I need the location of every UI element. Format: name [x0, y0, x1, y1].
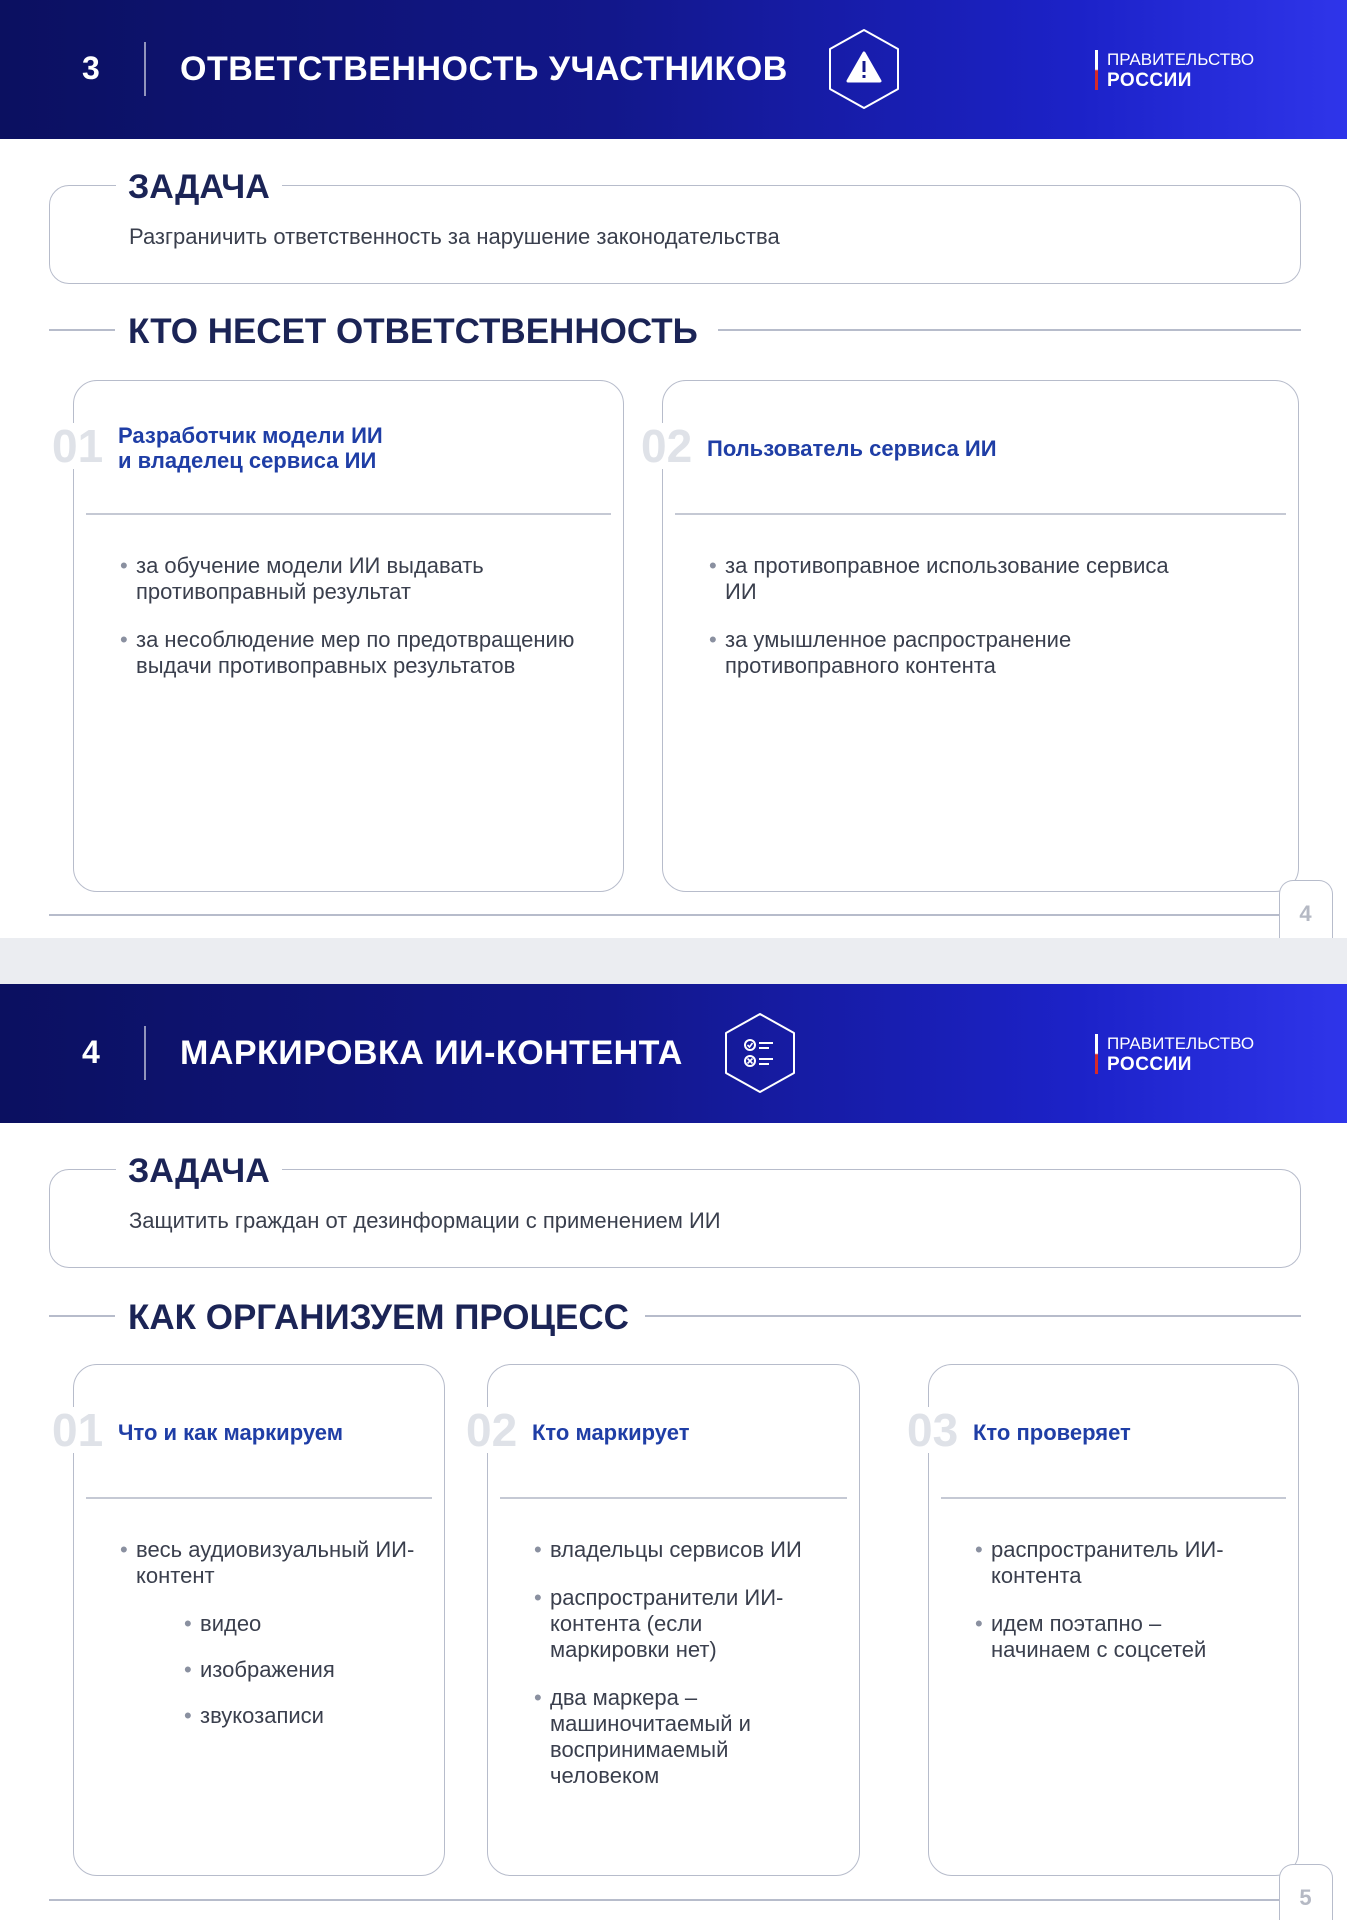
page-number-tab: [1279, 880, 1333, 938]
header-divider: [144, 42, 146, 96]
list-item: • два маркера – машиночитаемый и воспринимаемый человеком: [540, 1685, 809, 1789]
logo-line-2: РОССИИ: [1107, 1054, 1192, 1075]
card-list: [540, 1537, 809, 1811]
list-item: • владельцы сервисов ИИ: [540, 1537, 809, 1563]
card-divider: [86, 513, 611, 515]
card-list: [715, 553, 1178, 701]
logo-flag-bar: [1095, 1034, 1098, 1074]
task-text: Разграничить ответственность за нарушение законодательства: [129, 224, 780, 249]
card-divider: [675, 513, 1286, 515]
card-title: [118, 423, 603, 473]
card-title-line-2: и владелец сервиса ИИ: [118, 448, 377, 473]
footer-line: [49, 914, 1279, 916]
list-item: • распространитель ИИ-контента: [981, 1537, 1258, 1589]
slide-gap: [0, 938, 1347, 984]
process-card-what: [52, 1364, 445, 1876]
task-text: Защитить граждан от дезинформации с применением ИИ: [129, 1208, 721, 1233]
card-title-line-1: Разработчик модели ИИ: [118, 423, 383, 448]
logo-line-1: ПРАВИТЕЛЬСТВО: [1107, 50, 1255, 69]
card-number: 01: [46, 1407, 109, 1453]
card-divider: [941, 1497, 1286, 1499]
responsibility-card-developer: [52, 380, 624, 892]
card-title: Что и как маркируем: [118, 1420, 344, 1445]
process-card-who-checks: [907, 1364, 1299, 1876]
slide-ai-marking: [0, 984, 1347, 1920]
page-number: 4: [1299, 901, 1312, 926]
card-list: [126, 553, 603, 701]
card-list: [126, 1537, 424, 1749]
logo-line-1: ПРАВИТЕЛЬСТВО: [1107, 1034, 1255, 1053]
card-title: Кто маркирует: [532, 1420, 690, 1445]
page-number-tab: [1279, 1864, 1333, 1920]
section-line-right: [718, 329, 1301, 331]
responsibility-card-user: [641, 380, 1299, 892]
list-item: • за противоправное использование сервиса ИИ: [715, 553, 1178, 605]
task-label: ЗАДАЧА: [116, 1152, 282, 1191]
card-number: 01: [46, 423, 109, 469]
footer-line: [49, 1899, 1279, 1901]
section-line-right: [645, 1315, 1301, 1317]
page-number: 5: [1299, 1885, 1312, 1910]
list-subitem: • звукозаписи: [190, 1703, 424, 1729]
slide-title: МАРКИРОВКА ИИ-КОНТЕНТА: [180, 1034, 683, 1072]
list-item: • идем поэтапно – начинаем с соцсетей: [981, 1611, 1258, 1663]
list-subitem: • изображения: [190, 1657, 424, 1683]
checklist-icon: [723, 1012, 797, 1094]
card-title: Кто проверяет: [973, 1420, 1131, 1445]
card-number: 02: [635, 423, 698, 469]
list-subitem: • видео: [190, 1611, 424, 1637]
list-item: • за несоблюдение мер по предотвращению выдачи противоправных результатов: [126, 627, 603, 679]
section-line-left: [49, 1315, 115, 1317]
process-card-who-marks: [466, 1364, 860, 1876]
slide-header: [0, 0, 1347, 139]
card-divider: [86, 1497, 432, 1499]
logo-line-2: РОССИИ: [1107, 70, 1192, 91]
slide-number: 3: [82, 50, 100, 86]
warning-icon: [827, 28, 901, 110]
card-divider: [500, 1497, 847, 1499]
card-number: 02: [460, 1407, 523, 1453]
slide-title: ОТВЕТСТВЕННОСТЬ УЧАСТНИКОВ: [180, 50, 788, 88]
card-number: 03: [901, 1407, 964, 1453]
card-title: Пользователь сервиса ИИ: [707, 436, 997, 461]
list-item: • за обучение модели ИИ выдавать противоправный результат: [126, 553, 603, 605]
card-list: [981, 1537, 1258, 1685]
slide-header: [0, 984, 1347, 1123]
list-item: • за умышленное распространение противоправного контента: [715, 627, 1178, 679]
slide-responsibility: [0, 0, 1347, 938]
header-divider: [144, 1026, 146, 1080]
list-item: • распространители ИИ-контента (если маркировки нет): [540, 1585, 809, 1663]
list-item: • весь аудиовизуальный ИИ-контент: [126, 1537, 424, 1589]
section-line-left: [49, 329, 115, 331]
section-title: КАК ОРГАНИЗУЕМ ПРОЦЕСС: [128, 1298, 629, 1337]
task-label: ЗАДАЧА: [116, 168, 282, 207]
slide-number: 4: [82, 1034, 100, 1070]
section-title: КТО НЕСЕТ ОТВЕТСТВЕННОСТЬ: [128, 312, 698, 351]
logo-flag-bar: [1095, 50, 1098, 90]
